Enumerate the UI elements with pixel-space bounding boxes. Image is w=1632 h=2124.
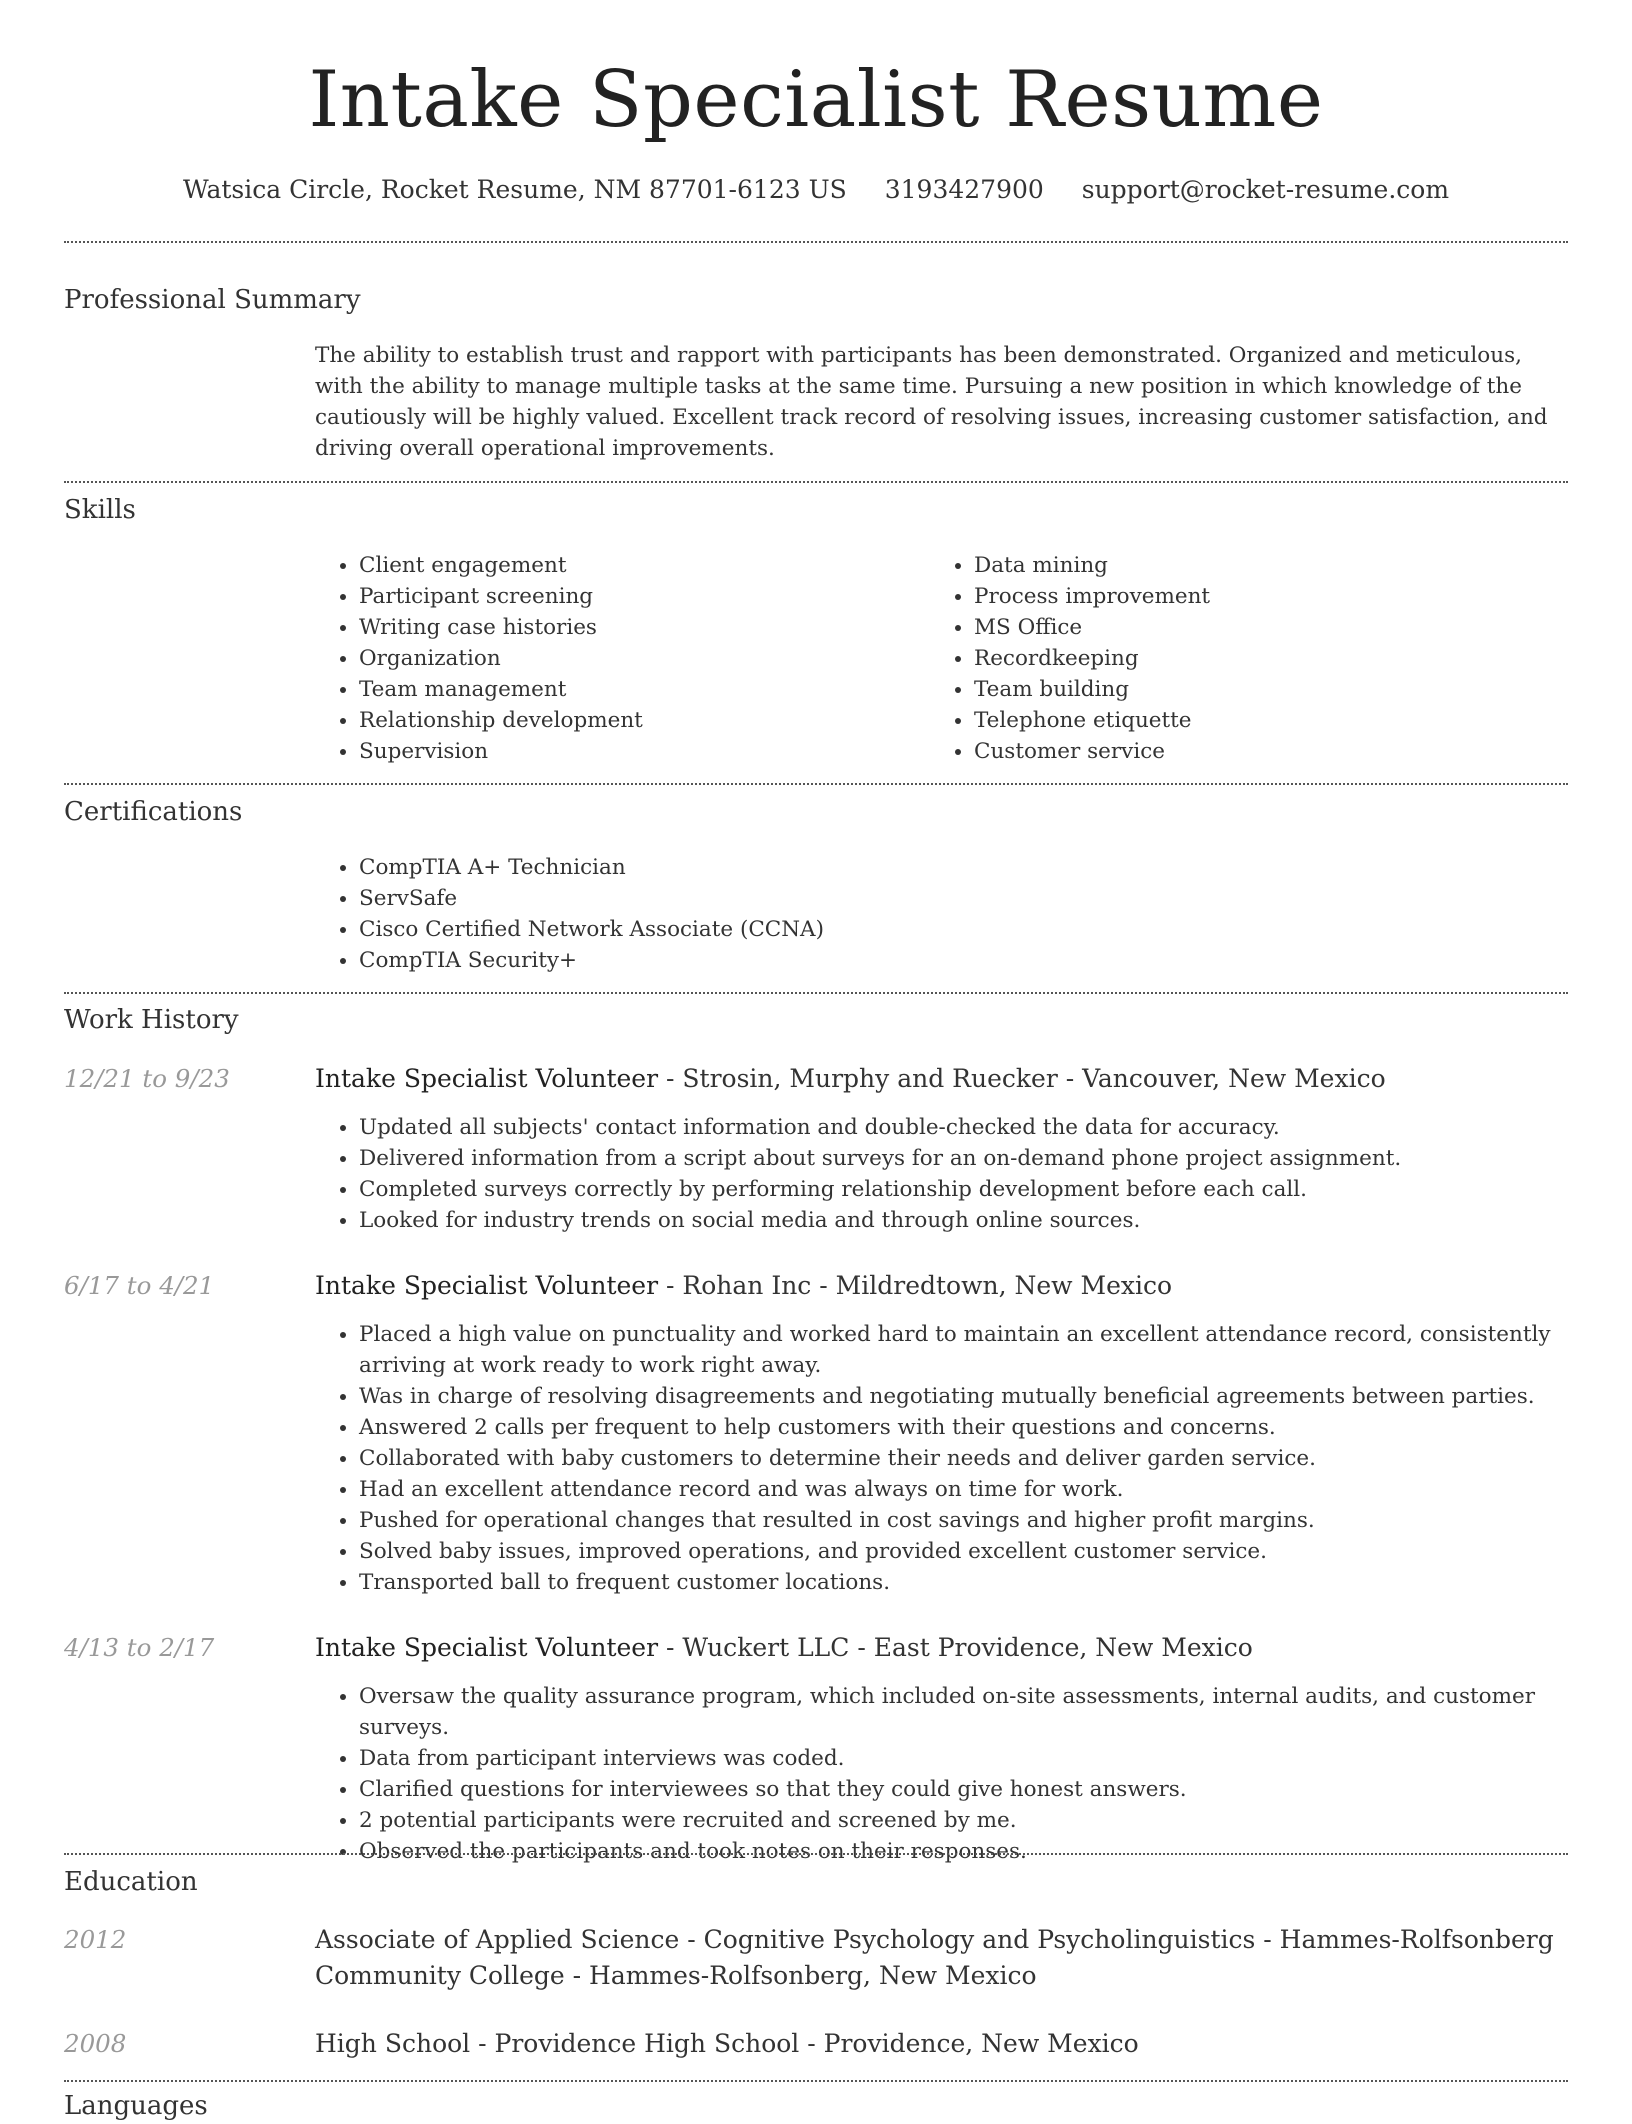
certification-item: • CompTIA A+ Technician <box>359 852 1559 883</box>
skills-list-left <box>315 550 919 767</box>
job-bullet: • Pushed for operational changes that resulted in cost savings and higher profit margins. <box>359 1505 1609 1536</box>
languages-heading: Languages <box>64 2091 208 2121</box>
job-bullet: • Completed surveys correctly by performing relationship development before each call. <box>359 1174 1609 1205</box>
skill-item: • Customer service <box>974 736 1574 767</box>
job-bullet: • Clarified questions for interviewees so that they could give honest answers. <box>359 1774 1609 1805</box>
education-year: 2012 <box>64 1925 127 1954</box>
job-bullet: • 2 potential participants were recruited and screened by me. <box>359 1805 1609 1836</box>
job-bullet: • Was in charge of resolving disagreements and negotiating mutually beneficial agreements between parties. <box>359 1381 1609 1412</box>
job-title <box>315 1630 1565 1666</box>
job-bullet: • Transported ball to frequent customer locations. <box>359 1567 1609 1598</box>
certification-item: • ServSafe <box>359 883 1559 914</box>
skill-item: • Team building <box>974 674 1574 705</box>
summary-text: The ability to establish trust and rapport with participants has been demonstrated. Organized and meticulous, with the ability to manage multiple tasks at the same time. Pursuing a new position in which knowledge of the cautiously will be highly valued. Excellent track record of resolving issues, increasing customer satisfaction, and driving overall operational improvements. <box>315 343 1548 461</box>
skills-heading: Skills <box>64 495 136 525</box>
education-entry <box>315 1922 1555 1994</box>
job-role: Intake Specialist Volunteer <box>315 1064 659 1093</box>
education-details: - Cognitive Psychology and Psycholinguistics - Hammes-Rolfsonberg Community College - Hammes-Rolfsonberg, New Mexico <box>315 1925 1554 1990</box>
certifications-list <box>315 852 1559 976</box>
skill-item: • Participant screening <box>359 581 919 612</box>
skill-item: • Process improvement <box>974 581 1574 612</box>
job-bullet: • Collaborated with baby customers to determine their needs and deliver garden service. <box>359 1443 1609 1474</box>
job-employer: - Rohan Inc - Mildredtown, New Mexico <box>658 1271 1173 1300</box>
skill-item: • Organization <box>359 643 919 674</box>
job-role: Intake Specialist Volunteer <box>315 1633 659 1662</box>
address-text: Watsica Circle, Rocket Resume, NM 87701-6123 US <box>182 175 847 204</box>
job-bullet: • Observed the participants and took notes on their responses. <box>359 1836 1609 1867</box>
section-divider <box>64 1853 1568 1855</box>
skill-item: • Relationship development <box>359 705 919 736</box>
certification-item: • CompTIA Security+ <box>359 945 1559 976</box>
skill-item: • Team management <box>359 674 919 705</box>
education-entry <box>315 2026 1555 2062</box>
job-title <box>315 1061 1565 1097</box>
job-employer: - Strosin, Murphy and Ruecker - Vancouver, New Mexico <box>658 1064 1386 1093</box>
skill-item: • Data mining <box>974 550 1574 581</box>
phone-text: 3193427900 <box>884 175 1044 204</box>
job-dates: 4/13 to 2/17 <box>64 1633 215 1662</box>
job-bullet: • Data from participant interviews was coded. <box>359 1743 1609 1774</box>
skill-item: • Writing case histories <box>359 612 919 643</box>
education-degree: Associate of Applied Science <box>315 1925 680 1954</box>
skill-item: • Recordkeeping <box>974 643 1574 674</box>
contact-line <box>0 172 1632 208</box>
section-divider <box>64 241 1568 243</box>
job-bullet: • Had an excellent attendance record and was always on time for work. <box>359 1474 1609 1505</box>
job-bullet: • Placed a high value on punctuality and worked hard to maintain an excellent attendance record, consistently arriving at work ready to work right away. <box>359 1319 1609 1381</box>
section-divider <box>64 783 1568 785</box>
job-dates: 12/21 to 9/23 <box>64 1064 230 1093</box>
job-bullets <box>315 1681 1609 1867</box>
skill-item: • Client engagement <box>359 550 919 581</box>
section-divider <box>64 992 1568 994</box>
job-bullet: • Solved baby issues, improved operations, and provided excellent customer service. <box>359 1536 1609 1567</box>
work-history-heading: Work History <box>64 1005 239 1035</box>
education-details: - Providence High School - Providence, New Mexico <box>470 2029 1139 2058</box>
skill-item: • MS Office <box>974 612 1574 643</box>
job-employer: - Wuckert LLC - East Providence, New Mexico <box>658 1633 1253 1662</box>
job-bullet: • Delivered information from a script about surveys for an on-demand phone project assignment. <box>359 1143 1609 1174</box>
job-bullet: • Oversaw the quality assurance program, which included on-site assessments, internal audits, and customer surveys. <box>359 1681 1609 1743</box>
certifications-heading: Certifications <box>64 797 243 827</box>
job-dates: 6/17 to 4/21 <box>64 1271 215 1300</box>
resume-title: Intake Specialist Resume <box>308 55 1324 145</box>
education-year: 2008 <box>64 2029 127 2058</box>
education-degree: High School <box>315 2029 471 2058</box>
education-heading: Education <box>64 1867 198 1897</box>
section-divider <box>64 481 1568 483</box>
job-bullets <box>315 1319 1609 1598</box>
skill-item: • Telephone etiquette <box>974 705 1574 736</box>
job-bullet: • Answered 2 calls per frequent to help customers with their questions and concerns. <box>359 1412 1609 1443</box>
certification-item: • Cisco Certified Network Associate (CCNA) <box>359 914 1559 945</box>
job-role: Intake Specialist Volunteer <box>315 1271 659 1300</box>
job-title <box>315 1268 1565 1304</box>
job-bullet: • Looked for industry trends on social media and through online sources. <box>359 1205 1609 1236</box>
job-bullet: • Updated all subjects' contact information and double-checked the data for accuracy. <box>359 1112 1609 1143</box>
job-bullets <box>315 1112 1609 1236</box>
skill-item: • Supervision <box>359 736 919 767</box>
email-link[interactable]: support@rocket-resume.com <box>1081 175 1450 204</box>
skills-list-right <box>930 550 1574 767</box>
summary-heading: Professional Summary <box>64 285 361 315</box>
section-divider <box>64 2080 1568 2082</box>
